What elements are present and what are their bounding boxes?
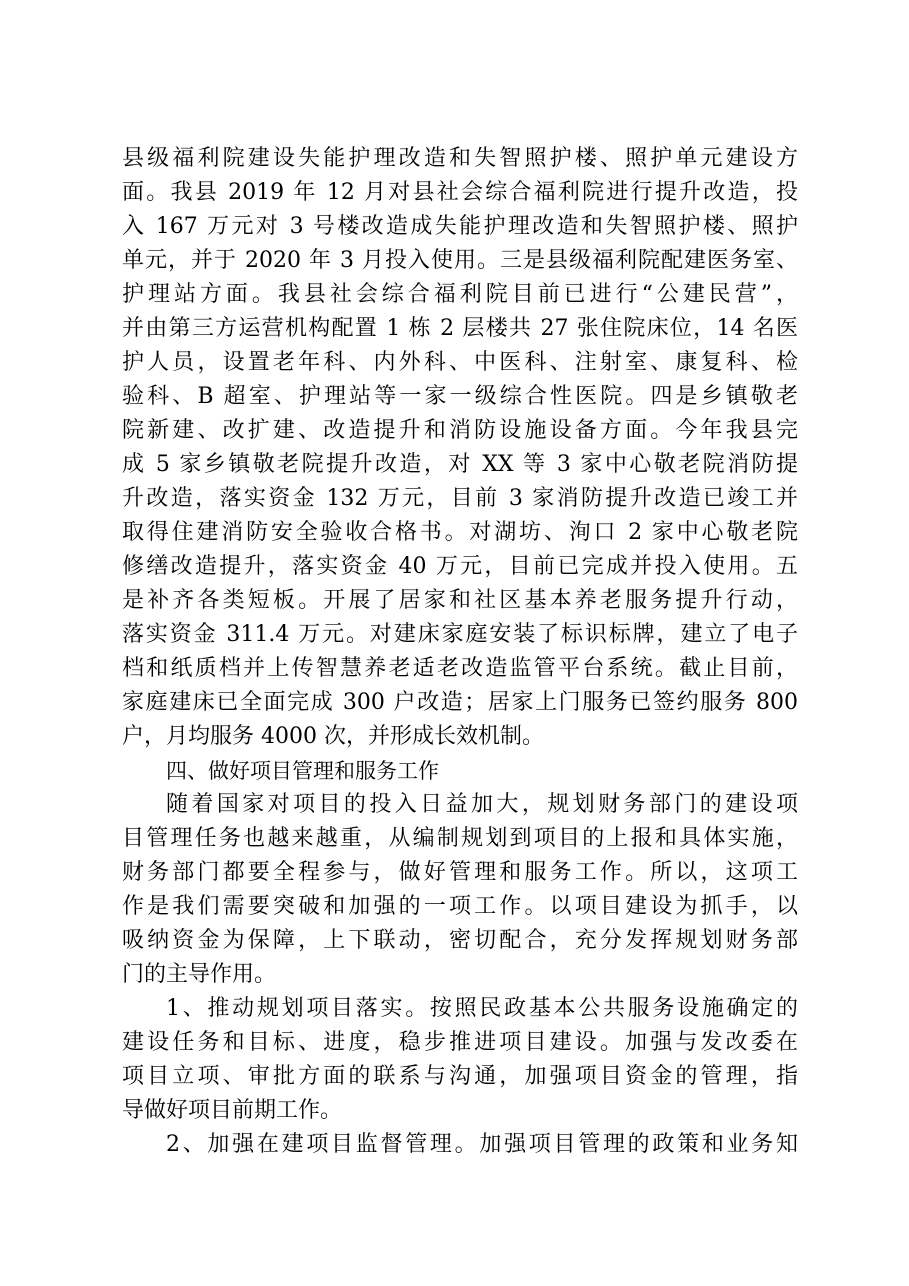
text-line: 项目立项、审批方面的联系与沟通，加强项目资金的管理，指 xyxy=(122,1064,798,1089)
paragraph-county-welfare xyxy=(122,142,798,754)
text-line: 目管理任务也越来越重，从编制规划到项目的上报和具体实施， xyxy=(122,826,798,851)
paragraph-project-management xyxy=(122,788,798,992)
text-line: 门的主导作用。 xyxy=(122,962,277,987)
text-line: 护人员，设置老年科、内外科、中医科、注射室、康复科、检 xyxy=(122,350,798,375)
text-line: 2、加强在建项目监督管理。加强项目管理的政策和业务知 xyxy=(166,1132,798,1157)
text-line: 护理站方面。我县社会综合福利院目前已进行“公建民营”， xyxy=(122,282,798,307)
text-line: 修缮改造提升，落实资金 40 万元，目前已完成并投入使用。五 xyxy=(122,554,798,579)
text-line: 入 167 万元对 3 号楼改造成失能护理改造和失智照护楼、照护 xyxy=(122,214,798,239)
text-line: 单元，并于 2020 年 3 月投入使用。三是县级福利院配建医务室、 xyxy=(122,248,798,273)
text-line: 作是我们需要突破和加强的一项工作。以项目建设为抓手，以 xyxy=(122,894,798,919)
paragraph-item-1 xyxy=(122,992,798,1128)
document-body xyxy=(122,142,798,1162)
text-line: 财务部门都要全程参与，做好管理和服务工作。所以，这项工 xyxy=(122,860,798,885)
text-line: 档和纸质档并上传智慧养老适老改造监管平台系统。截止目前， xyxy=(122,656,798,681)
text-line: 验科、B 超室、护理站等一家一级综合性医院。四是乡镇敬老 xyxy=(122,384,798,409)
text-line: 县级福利院建设失能护理改造和失智照护楼、照护单元建设方 xyxy=(122,146,798,171)
text-line: 落实资金 311.4 万元。对建床家庭安装了标识标牌，建立了电子 xyxy=(122,622,798,647)
text-line: 取得住建消防安全验收合格书。对湖坊、洵口 2 家中心敬老院 xyxy=(122,520,798,545)
text-line: 1、推动规划项目落实。按照民政基本公共服务设施确定的 xyxy=(166,996,798,1021)
text-line: 吸纳资金为保障，上下联动，密切配合，充分发挥规划财务部 xyxy=(122,928,798,953)
text-line: 家庭建床已全面完成 300 户改造；居家上门服务已签约服务 800 xyxy=(122,690,798,715)
paragraph-item-2 xyxy=(122,1128,798,1162)
text-line: 建设任务和目标、进度，稳步推进项目建设。加强与发改委在 xyxy=(122,1030,798,1055)
text-line: 是补齐各类短板。开展了居家和社区基本养老服务提升行动， xyxy=(122,588,798,613)
text-line: 升改造，落实资金 132 万元，目前 3 家消防提升改造已竣工并 xyxy=(122,486,798,511)
text-line: 院新建、改扩建、改造提升和消防设施设备方面。今年我县完 xyxy=(122,418,798,443)
text-line: 成 5 家乡镇敬老院提升改造，对 XX 等 3 家中心敬老院消防提 xyxy=(122,452,798,477)
section-heading: 四、做好项目管理和服务工作 xyxy=(166,759,439,783)
text-line: 导做好项目前期工作。 xyxy=(122,1098,343,1123)
text-line: 户，月均服务 4000 次，并形成长效机制。 xyxy=(122,724,544,749)
text-line: 面。我县 2019 年 12 月对县社会综合福利院进行提升改造，投 xyxy=(122,180,798,205)
text-line: 并由第三方运营机构配置 1 栋 2 层楼共 27 张住院床位，14 名医 xyxy=(122,316,798,341)
text-line: 随着国家对项目的投入日益加大，规划财务部门的建设项 xyxy=(166,792,798,817)
